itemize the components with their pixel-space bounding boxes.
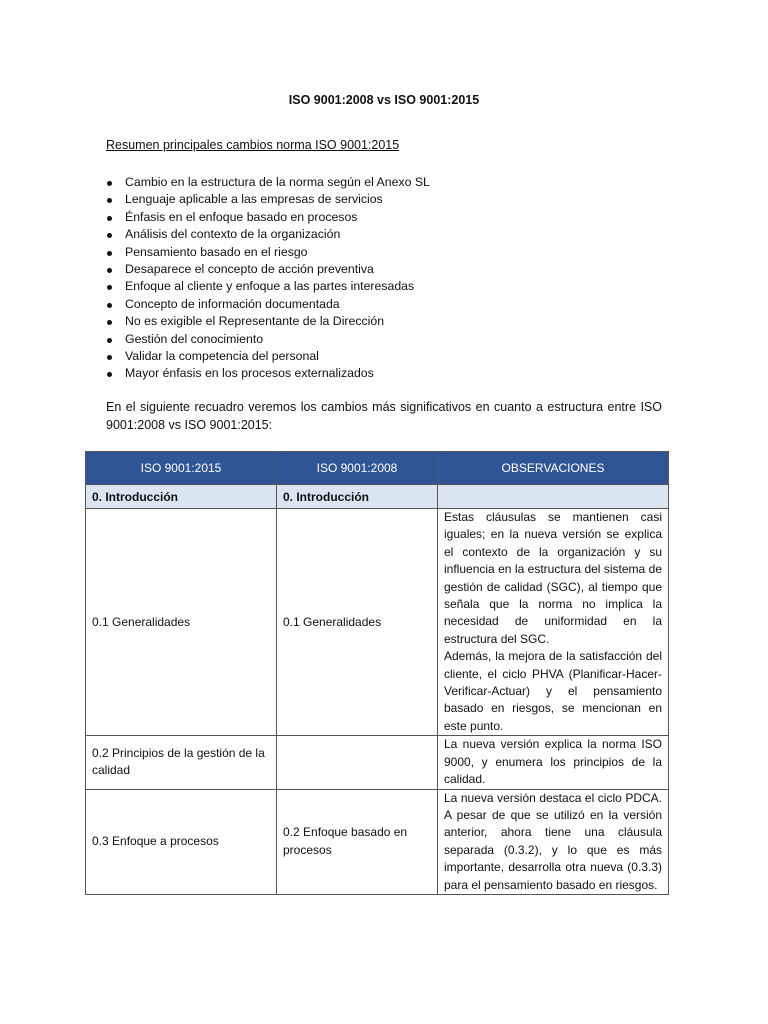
list-item: No es exigible el Representante de la Dirección — [106, 313, 430, 330]
list-item: Análisis del contexto de la organización — [106, 226, 430, 243]
bullet-icon — [107, 320, 112, 325]
bullet-icon — [107, 233, 112, 238]
cell-iso2008: 0.1 Generalidades — [277, 509, 438, 736]
table-header-row — [86, 452, 669, 485]
list-item: Pensamiento basado en el riesgo — [106, 244, 430, 261]
list-item: Lenguaje aplicable a las empresas de servicios — [106, 191, 430, 208]
list-item: Énfasis en el enfoque basado en procesos — [106, 209, 430, 226]
list-item: Gestión del conocimiento — [106, 331, 430, 348]
cell-iso2008: 0.2 Enfoque basado en procesos — [277, 789, 438, 894]
intro-paragraph: En el siguiente recuadro veremos los cambios más significativos en cuanto a estructura entre ISO 9001:2008 vs ISO 9001:2015: — [106, 400, 662, 432]
bullet-icon — [107, 303, 112, 308]
document-title: ISO 9001:2008 vs ISO 9001:2015 — [288, 93, 480, 107]
cell-iso2015: 0.1 Generalidades — [86, 509, 277, 736]
table-row — [86, 509, 669, 736]
list-item: Validar la competencia del personal — [106, 348, 430, 365]
bullet-icon — [107, 216, 112, 221]
bullet-icon — [107, 355, 112, 360]
cell-observations — [438, 509, 669, 736]
cell-iso2015: 0.3 Enfoque a procesos — [86, 789, 277, 894]
bullet-icon — [107, 268, 112, 273]
bullet-icon — [107, 338, 112, 343]
cell-observations: La nueva versión destaca el ciclo PDCA. A pesar de que se utilizó en la versión anterior, ahora tiene una cláusula separada (0.3.2), y lo que es más importante, desarrolla otra nueva (0.3.3) para el pensamiento basado en riesgos. — [438, 789, 669, 894]
section-cell-iso2015: 0. Introducción — [86, 485, 277, 509]
column-header-iso2008: ISO 9001:2008 — [277, 452, 438, 485]
cell-observations: La nueva versión explica la norma ISO 9000, y enumera los principios de la calidad. — [438, 736, 669, 789]
changes-list — [106, 174, 430, 383]
comparison-table — [85, 451, 669, 895]
section-subtitle: Resumen principales cambios norma ISO 9001:2015 — [106, 138, 400, 152]
bullet-icon — [107, 181, 112, 186]
cell-iso2008 — [277, 736, 438, 789]
observation-text: Estas cláusulas se mantienen casi iguales; en la nueva versión se explica el contexto de la organización y su influencia en la estructura del sistema de gestión de calidad (SGC), al tiempo que señala que la norma no implica la necesidad de uniformidad en la estructura del SGC. — [444, 510, 662, 646]
column-header-iso2015: ISO 9001:2015 — [86, 452, 277, 485]
observation-text: Además, la mejora de la satisfacción del cliente, el ciclo PHVA (Planificar-Hacer-Verificar-Actuar) y el pensamiento basado en riesgos, se mencionan en este punto. — [444, 649, 662, 733]
cell-iso2015: 0.2 Principios de la gestión de la calidad — [86, 736, 277, 789]
bullet-icon — [107, 372, 112, 377]
section-cell-observations — [438, 485, 669, 509]
section-cell-iso2008: 0. Introducción — [277, 485, 438, 509]
column-header-observations: OBSERVACIONES — [438, 452, 669, 485]
table-row — [86, 736, 669, 789]
list-item: Enfoque al cliente y enfoque a las partes interesadas — [106, 278, 430, 295]
list-item: Cambio en la estructura de la norma según el Anexo SL — [106, 174, 430, 191]
list-item: Concepto de información documentada — [106, 296, 430, 313]
bullet-icon — [107, 251, 112, 256]
list-item: Desaparece el concepto de acción preventiva — [106, 261, 430, 278]
bullet-icon — [107, 198, 112, 203]
table-row — [86, 789, 669, 894]
table-section-row — [86, 485, 669, 509]
list-item: Mayor énfasis en los procesos externalizados — [106, 365, 430, 382]
bullet-icon — [107, 285, 112, 290]
